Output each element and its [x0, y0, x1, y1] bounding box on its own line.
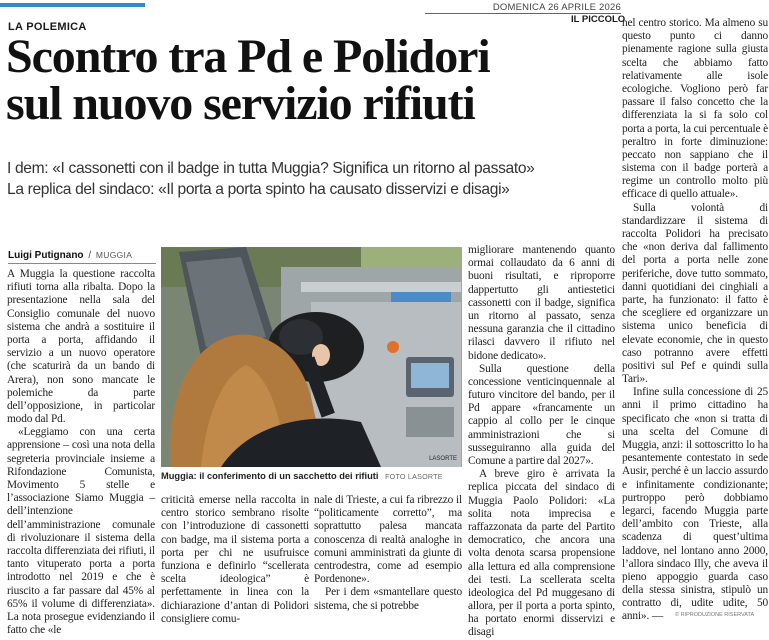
- headline-line-2: sul nuovo servizio rifiuti: [6, 77, 475, 130]
- newspaper-name: IL PICCOLO: [571, 14, 626, 25]
- article-column-5: [622, 17, 768, 624]
- photo-credit: FOTO LASORTE: [385, 472, 443, 481]
- article-subtitle: [7, 158, 627, 200]
- photo-inline-credit: LASORTE: [429, 456, 457, 462]
- byline-author: Luigi Putignano: [8, 250, 84, 261]
- subtitle-line-2: La replica del sindaco: «Il porta a porta spinto ha causato disservizi e disagi»: [7, 181, 510, 198]
- headline-line-1: Scontro tra Pd e Polidori: [6, 30, 490, 83]
- article-column-1: [7, 268, 155, 637]
- byline-place: MUGGIA: [95, 250, 133, 260]
- masthead-accent-rule: [0, 3, 145, 7]
- article-column-3: [314, 494, 462, 613]
- byline-rule: [8, 263, 156, 264]
- paragraph: nel centro storico. Ma almeno su questo punto ci danno pienamente ragione sulla giusta scelta che abbiamo fatto relativamente alle isole ecologiche. Vogliono però far passare il falso concetto che la differenziata la si fa solo col porta a porta, la cui percentuale è peraltro in forte diminuzione: peccato non sappiano che il sistema con il badge porterà a regime un controllo molto più efficace di quello attuale».: [622, 17, 768, 201]
- masthead-date: DOMENICA 26 APRILE 2026: [492, 2, 621, 13]
- paragraph: nale di Trieste, a cui fa ribrezzo il “politicamente corretto”, ma soprattutto palesa mancata conoscenza di realtà analoghe in comuni amministrati da giunte di centrodestra, come ad esempio Pordenone».: [314, 494, 462, 586]
- paragraph: Sulla volontà di standardizzare il sistema di raccolta Polidori ha precisato che «non deriva dal fallimento del porta a porta nelle zone periferiche, dove tutto sommato, danni quotidiani dei cinghiali a parte, ha funzionato: il fatto è che scegliere ed organizzare un sistema unico beneficia di elevate economie, che in questo caso potranno avere effetti positivi sul Pef e quindi sulla Tari».: [622, 201, 768, 386]
- paragraph: Sulla questione della concessione venticinquennale al futuro vincitore del bando, per il Pd appare «francamente un cappio al collo per le cinque amministrazioni che si susseguiranno alla guida del Comune a partire dal 2027».: [468, 362, 615, 467]
- paragraph: migliorare mantenendo quanto ormai collaudato da 6 anni di buoni risultati, e riproporre dappertutto gli antiestetici cassonetti con il badge, significa un ritorno al passato, senza nessuna garanzia che il cittadino rilasci davvero il rifiuto nel bidone dedicato».: [468, 244, 615, 362]
- photo-illustration: [161, 247, 462, 467]
- paragraph: criticità emerse nella raccolta in centro storico sembrano risolte con l’introduzione di cassonetti con badge, ma il sistema porta a porta per chi ne usufruisce funziona e definirlo “scellerata scelta ideologica” è perfettamente in linea con la dichiarazione d’antan di Polidori consigliere comu-: [161, 494, 309, 625]
- paragraph: A Muggia la questione raccolta rifiuti torna alla ribalta. Dopo la presentazione nella sala del Consiglio comunale del nuovo sistema che andrà a sostituire il porta a porta, affidando il servizio a un nuovo operatore (che scaturirà da un bando di Arera), non sono mancate le polemiche da parte dell’opposizione, in particolar modo dal Pd.: [7, 268, 155, 426]
- paragraph: «Leggiamo con una certa apprensione – così una nota della segreteria provinciale insieme a Rifondazione Comunista, Movimento 5 stelle e l’associazione Siamo Muggia – dell’intenzione dell’amministrazione comunale di rivoluzionare il sistema della raccolta differenziata dei rifiuti, il tanto vituperato porta a porta introdotto nel 2019 e che è riuscito a far passare dal 45% al 65% il volume di differenziata». La nota prosegue evidenziando il fatto che «le: [7, 426, 155, 637]
- copyright-notice: © RIPRODUZIONE RISERVATA: [675, 612, 755, 618]
- byline: [8, 250, 158, 261]
- paragraph: Per i dem «smantellare questo sistema, che si potrebbe: [314, 586, 462, 612]
- article-column-4: [468, 244, 615, 640]
- paragraph: Infine sulla concessione di 25 anni il primo cittadino ha specificato che «non si tratta di una scelta del Comune di Muggia, anzi: il sottoscritto lo ha pesantemente contestato in sede Ausir, perché è un laccio assurdo e infinitamente condizionante; purtroppo però dobbiamo legarci, facendo Muggia parte dell’ambito con Trieste, alla scadenza di quest’ultima laddove, nel lontano anno 2000, l’allora sindaco Illy, che aveva il pieno appoggio guarda caso della stessa sinistra, stipulò un contratto di, udite udite, 50 anni». —: [622, 386, 768, 623]
- article-column-2: [161, 494, 309, 626]
- byline-separator: /: [88, 250, 92, 261]
- photo-caption: [161, 471, 462, 481]
- article-photo: [161, 247, 462, 467]
- article-kicker: LA POLEMICA: [8, 21, 87, 33]
- article-headline: [6, 30, 618, 130]
- paragraph: A breve giro è arrivata la replica piccata del sindaco di Muggia Paolo Polidori: «La solita nota imprecisa e raffazzonata da parte del Partito democratico, che ancora una volta denota scarsa propensione alla lettura ed alla comprensione dei testi. La scellerata scelta ideologica del Pd muggesano di allora, per il porta a porta spinto, ha portato enormi disservizi e disagi: [468, 468, 615, 639]
- photo-caption-text: Muggia: il conferimento di un sacchetto dei rifiuti: [161, 471, 379, 481]
- subtitle-line-1: I dem: «I cassonetti con il badge in tutta Muggia? Significa un ritorno al passato»: [7, 160, 535, 177]
